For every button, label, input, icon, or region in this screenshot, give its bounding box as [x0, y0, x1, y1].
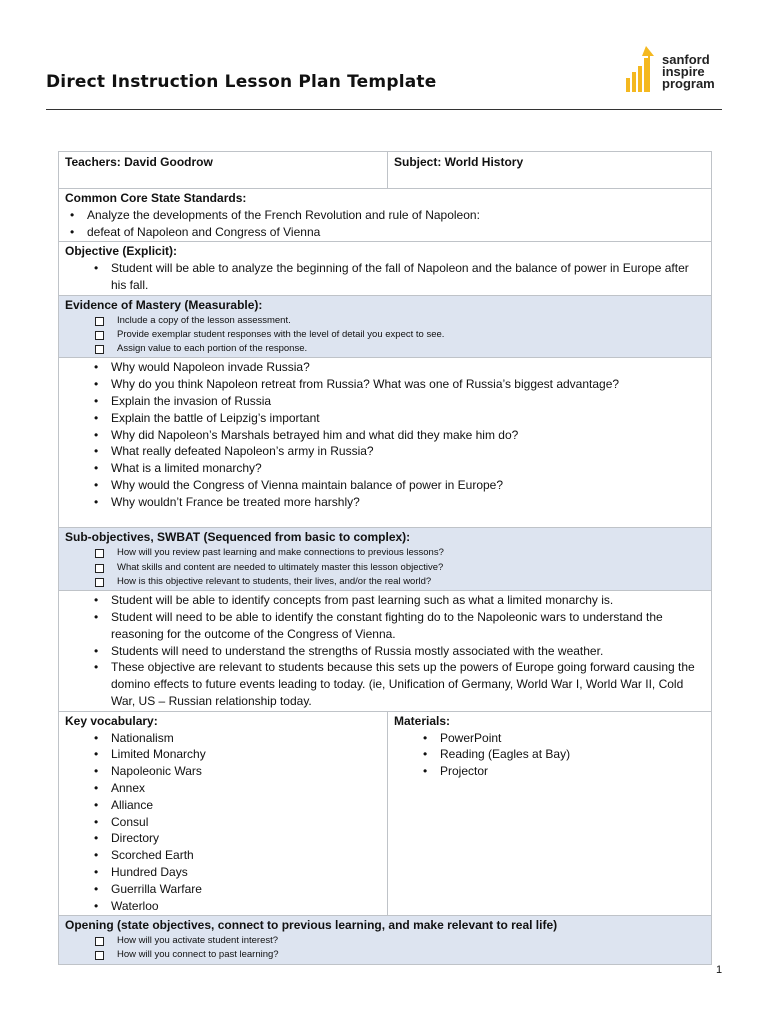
objective-cell [59, 242, 712, 295]
list-item: • Student will need to be able to identify the constant fighting do to the Napoleonic wars to understand the reasoning for the outcome of the Congress of Vienna. [65, 609, 705, 643]
list-item: • What really defeated Napoleon’s army in Russia? [65, 443, 705, 460]
opening-heading-row [59, 916, 712, 964]
subobjectives-prompt-cell [59, 528, 712, 591]
header-divider [46, 109, 722, 110]
list-item: • Alliance [65, 797, 381, 814]
checkbox-icon [95, 549, 104, 558]
checklist-item: Include a copy of the lesson assessment. [65, 314, 705, 328]
vocabulary-heading: Key vocabulary: [65, 713, 158, 728]
evidence-checklist [65, 314, 705, 357]
evidence-content-row [59, 358, 712, 528]
evidence-questions-list [65, 359, 705, 510]
standards-cell [59, 189, 712, 242]
checkbox-icon [95, 578, 104, 587]
checkbox-icon [95, 331, 104, 340]
list-item: • Consul [65, 814, 381, 831]
evidence-heading-row [59, 295, 712, 358]
list-item: • Explain the invasion of Russia [65, 393, 705, 410]
checklist-item: How will you connect to past learning? [65, 948, 705, 962]
subject-cell: Subject: World History [388, 152, 712, 189]
list-item: • Why would Napoleon invade Russia? [65, 359, 705, 376]
list-item: • Hundred Days [65, 864, 381, 881]
list-item: • Reading (Eagles at Bay) [394, 746, 705, 763]
list-item: • Guerrilla Warfare [65, 881, 381, 898]
list-item: • PowerPoint [394, 730, 705, 747]
logo-bars-icon [620, 44, 660, 96]
subobjectives-list [65, 592, 705, 710]
evidence-heading: Evidence of Mastery (Measurable): [65, 297, 263, 312]
subobjectives-content-row [59, 591, 712, 712]
list-item: • Napoleonic Wars [65, 763, 381, 780]
page-number: 1 [716, 964, 723, 976]
objective-list [65, 260, 705, 294]
materials-cell [388, 711, 712, 916]
list-item: • Projector [394, 763, 705, 780]
vocabulary-list [65, 730, 381, 915]
checkbox-icon [95, 564, 104, 573]
list-item: • Explain the battle of Leipzig’s important [65, 410, 705, 427]
vocabulary-cell [59, 711, 388, 916]
opening-prompt-cell [59, 916, 712, 964]
checklist-item: Provide exemplar student responses with the level of detail you expect to see. [65, 328, 705, 342]
document-title: Direct Instruction Lesson Plan Template [46, 72, 437, 92]
list-item: • Why do you think Napoleon retreat from Russia? What was one of Russia’s biggest advantage? [65, 376, 705, 393]
list-item: • Waterloo [65, 898, 381, 915]
subobjectives-heading-row [59, 528, 712, 591]
standards-heading: Common Core State Standards: [65, 191, 247, 205]
evidence-content-cell [59, 358, 712, 528]
checkbox-icon [95, 951, 104, 960]
list-item: • Student will be able to analyze the beginning of the fall of Napoleon and the balance of power in Europe after his fall. [65, 260, 705, 294]
checklist-item: What skills and content are needed to ultimately master this lesson objective? [65, 561, 705, 575]
opening-checklist [65, 934, 705, 963]
lesson-plan-table [58, 151, 712, 965]
teachers-cell: Teachers: David Goodrow [59, 152, 388, 189]
checkbox-icon [95, 937, 104, 946]
list-item: • Scorched Earth [65, 847, 381, 864]
materials-heading: Materials: [394, 713, 451, 728]
checkbox-icon [95, 317, 104, 326]
materials-list [394, 730, 705, 780]
list-item: • Why wouldn’t France be treated more harshly? [65, 494, 705, 511]
list-item: • Analyze the developments of the French Revolution and rule of Napoleon: [65, 207, 705, 224]
opening-heading: Opening (state objectives, connect to previous learning, and make relevant to real life) [65, 918, 558, 933]
standards-list [65, 207, 705, 241]
list-item: • Nationalism [65, 730, 381, 747]
list-item: • Student will be able to identify concepts from past learning such as what a limited monarchy is. [65, 592, 705, 609]
vocabulary-materials-row [59, 711, 712, 916]
checkbox-icon [95, 345, 104, 354]
subobjectives-content-cell [59, 591, 712, 712]
evidence-prompt-cell [59, 295, 712, 358]
subobjectives-checklist [65, 546, 705, 589]
logo-wordmark: sanford inspire program [662, 52, 715, 91]
standards-row [59, 189, 712, 242]
list-item: • defeat of Napoleon and Congress of Vienna [65, 224, 705, 241]
checklist-item: Assign value to each portion of the response. [65, 342, 705, 356]
subobjectives-heading: Sub-objectives, SWBAT (Sequenced from basic to complex): [65, 530, 411, 545]
checklist-item: How will you review past learning and make connections to previous lessons? [65, 546, 705, 560]
objective-heading: Objective (Explicit): [65, 244, 178, 259]
checklist-item: How is this objective relevant to students, their lives, and/or the real world? [65, 575, 705, 589]
list-item: • Why did Napoleon’s Marshals betrayed him and what did they make him do? [65, 427, 705, 444]
list-item: • Directory [65, 830, 381, 847]
list-item: • Students will need to understand the strengths of Russia mostly associated with the weather. [65, 643, 705, 660]
objective-row [59, 242, 712, 295]
list-item: • Limited Monarchy [65, 746, 381, 763]
teacher-subject-row [59, 152, 712, 189]
list-item: • These objective are relevant to students because this sets up the powers of Europe going forward causing the domino effects to future events leading to today. (ie, Unification of Germany, World War I, World War II, Cold War, US – Russian relationship today. [65, 659, 705, 709]
sanford-inspire-logo [620, 44, 730, 96]
checklist-item: How will you activate student interest? [65, 934, 705, 948]
list-item: • Why would the Congress of Vienna maintain balance of power in Europe? [65, 477, 705, 494]
list-item: • Annex [65, 780, 381, 797]
list-item: • What is a limited monarchy? [65, 460, 705, 477]
